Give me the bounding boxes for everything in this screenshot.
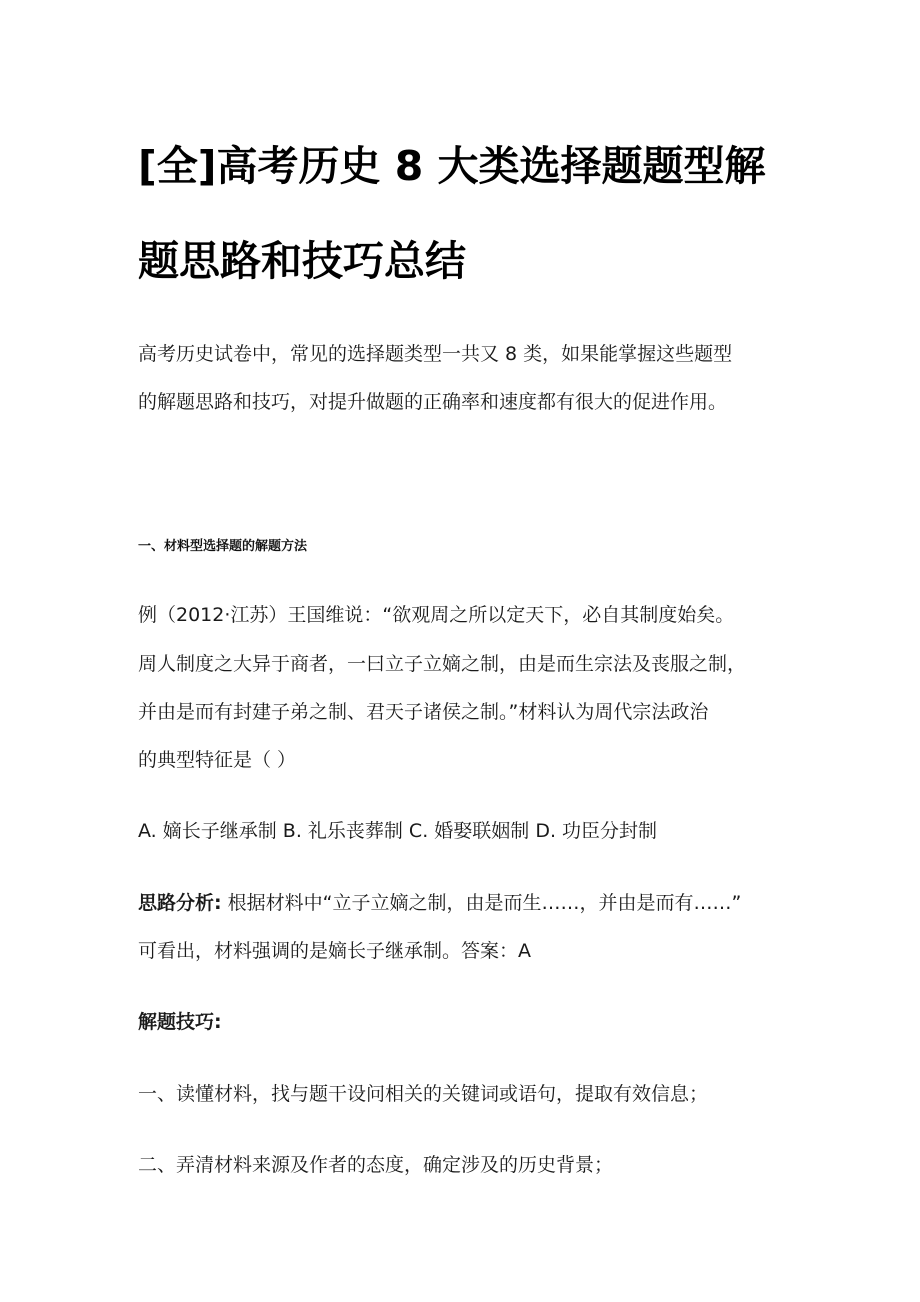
analysis-line-1 bbox=[138, 894, 741, 913]
intro-line-2: 的解题思路和技巧，对提升做题的正确率和速度都有很大的促进作用。 bbox=[138, 391, 728, 413]
example-line-4: 的典型特征是（ ） bbox=[138, 749, 297, 771]
tips-heading: 解题技巧: bbox=[138, 1011, 222, 1033]
analysis-label: 思路分析: bbox=[138, 892, 222, 914]
answer-options: A. 嫡长子继承制 B. 礼乐丧葬制 C. 婚娶联姻制 D. 功臣分封制 bbox=[138, 820, 658, 842]
tip-item-1: 一、读懂材料，找与题干设问相关的关键词或语句，提取有效信息； bbox=[138, 1083, 709, 1105]
example-line-3: 并由是而有封建子弟之制、君天子诸侯之制。”材料认为周代宗法政治 bbox=[138, 701, 709, 723]
section-heading: 一、材料型选择题的解题方法 bbox=[138, 539, 308, 554]
example-line-2: 周人制度之大异于商者，一曰立子立嫡之制，由是而生宗法及丧服之制， bbox=[138, 653, 747, 675]
document-title-line-1: [全]高考历史 8 大类选择题题型解 bbox=[138, 142, 766, 190]
example-line-1: 例（2012·江苏）王国维说：“欲观周之所以定天下，必自其制度始矣。 bbox=[138, 604, 735, 626]
intro-line-1: 高考历史试卷中，常见的选择题类型一共又 8 类，如果能掌握这些题型 bbox=[138, 343, 733, 365]
analysis-line-2: 可看出，材料强调的是嫡长子继承制。答案：A bbox=[138, 940, 531, 962]
analysis-text: 根据材料中“立子立嫡之制，由是而生……，并由是而有……” bbox=[221, 892, 742, 914]
document-title-line-2: 题思路和技巧总结 bbox=[138, 237, 466, 285]
tip-item-2: 二、弄清材料来源及作者的态度，确定涉及的历史背景； bbox=[138, 1154, 614, 1176]
